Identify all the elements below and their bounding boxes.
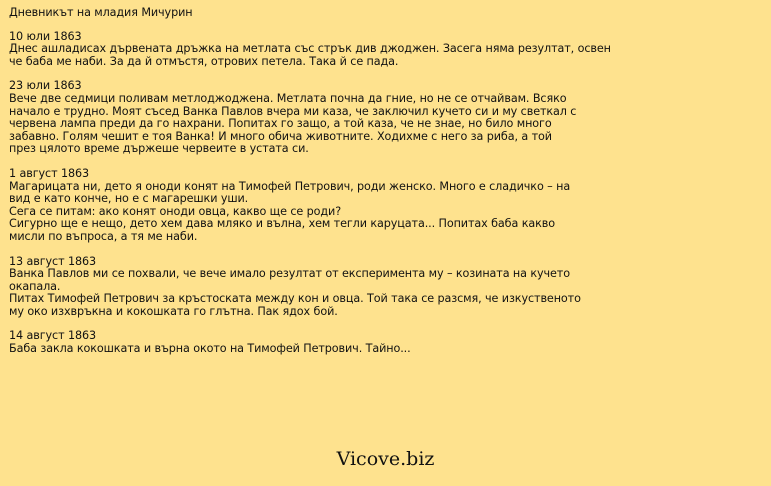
- entry-line: забавно. Голям чешит е тоя Ванка! И много обича животните. Ходихме с него за риба, а той: [9, 129, 552, 143]
- entry-date: 14 август 1863: [9, 329, 97, 343]
- diary-entry: [9, 80, 765, 156]
- entry-line: окапала.: [9, 279, 61, 293]
- entry-line: Баба закла кокошката и върна окото на Тимофей Петрович. Тайно...: [9, 342, 411, 356]
- diary-entry: [9, 256, 765, 319]
- entries-list: [9, 31, 765, 356]
- page-title: Дневникът на младия Мичурин: [9, 6, 193, 19]
- entry-line: Вече две седмици поливам метлоджоджена. Метлата почна да гние, но не се отчайвам. Всяко: [9, 91, 567, 105]
- entry-line: Сигурно ще е нещо, дето хем дава мляко и вълна, хем тегли каруцата... Попитах баба какво: [9, 217, 555, 231]
- entry-line: Ванка Павлов ми се похвали, че вече имало резултат от експеримента му – козината на кучето: [9, 267, 570, 281]
- entry-line: Сега се питам: ако конят оноди овца, какво ще се роди?: [9, 204, 342, 218]
- entry-line: Днес ашладисах дървената дръжка на метлата със стрък див джоджен. Засега няма резултат, освен: [9, 42, 611, 56]
- entry-date: 1 август 1863: [9, 166, 90, 180]
- entry-line: Магарицата ни, дето я оноди конят на Тимофей Петрович, роди женско. Много е сладичко – на: [9, 179, 571, 193]
- entry-line: мисли по въпроса, а тя ме наби.: [9, 229, 198, 243]
- diary-page: [9, 7, 765, 368]
- site-watermark: Vicove.biz: [336, 448, 435, 470]
- entry-date: 13 август 1863: [9, 254, 97, 268]
- diary-entry: [9, 31, 765, 69]
- entry-date: 10 юли 1863: [9, 29, 82, 43]
- diary-entry: [9, 168, 765, 244]
- entry-line: Питах Тимофей Петрович за кръстоската между кон и овца. Той така се разсмя, че изкуственото: [9, 292, 581, 306]
- entry-date: 23 юли 1863: [9, 79, 82, 93]
- entry-line: вид е като конче, но е с магарешки уши.: [9, 192, 249, 206]
- entry-line: начало е трудно. Моят съсед Ванка Павлов вчера ми каза, че заключил кучето си и му светкал с: [9, 104, 577, 118]
- entry-line: през цялото време държеше червеите в устата си.: [9, 142, 309, 156]
- diary-entry: [9, 330, 765, 355]
- entry-line: му око изхвръкна и кокошката го глътна. Пак ядох бой.: [9, 304, 338, 318]
- entry-line: че баба ме наби. За да й отмъстя, отрових петела. Така й се пада.: [9, 54, 399, 68]
- entry-line: червена лампа преди да го нахрани. Попитах го защо, а той каза, че не знае, но било много: [9, 117, 552, 131]
